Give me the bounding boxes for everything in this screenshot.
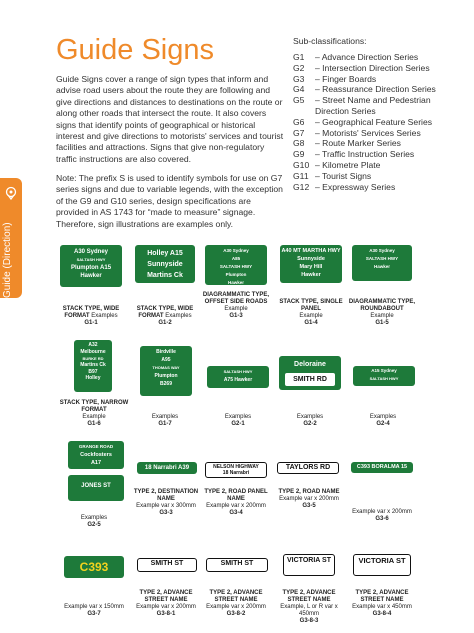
location-pin-icon (4, 186, 18, 200)
sign-g1-7: Birdville A95 THOMAS WAY Plumpton B269 (140, 346, 192, 396)
subclass-item: G3 – Finger Boards (293, 73, 377, 84)
caption-g2-4: Examples G2-4 (369, 414, 397, 427)
caption-g3-3: TYPE 2, DESTINATION NAME Example var x 300mm G3-3 (133, 489, 199, 516)
subclass-list (293, 52, 463, 192)
section-side-tab (0, 178, 22, 298)
sign-g3-4: NELSON HIGHWAY 18 Narrabri (205, 462, 267, 478)
subclass-item: G2 – Intersection Direction Series (293, 62, 430, 73)
sign-g2-5a: GRANGE ROAD Cockfosters A17 (68, 441, 124, 469)
sign-g3-8-4: VICTORIA ST (353, 554, 411, 576)
caption-g3-8-3: TYPE 2, ADVANCE STREET NAME Example, L or R var x 450mm G3-8-3 (280, 590, 338, 624)
caption-g3-8-4: TYPE 2, ADVANCE STREET NAME Example var x 450mm G3-8-4 (352, 590, 412, 617)
caption-g1-6: STACK TYPE, NARROW FORMAT Example G1-6 (59, 400, 129, 427)
subclass-item: G10 – Kilometre Plate (293, 159, 381, 170)
sign-g1-6: A32 Melbourne BURKE RD Martins Ck B97 Holley (74, 340, 112, 392)
sign-g1-1: A30 Sydney SALTASH HWY Plumpton A15 Hawker (60, 245, 122, 287)
caption-g2-2: Examples G2-2 (296, 414, 324, 427)
sign-g3-3: 18 Narrabri A39 (137, 462, 197, 474)
caption-g2-5: Examples G2-5 (80, 515, 108, 528)
caption-g3-5: TYPE 2, ROAD NAME Example var x 200mm G3-5 (278, 489, 340, 509)
subclass-item: G1 – Advance Direction Series (293, 52, 419, 62)
sign-g1-4: A40 MT MARTHA HWY Sunnyside Mary Hill Hawker (280, 245, 342, 283)
subclass-item: G7 – Motorists' Services Series (293, 127, 421, 138)
subclass-item: G12 – Expressway Series (293, 181, 396, 192)
subclass-item: G9 – Traffic Instruction Series (293, 149, 415, 160)
caption-g1-4: STACK TYPE, SINGLE PANEL Example G1-4 (279, 299, 343, 326)
sign-g3-8-2: SMITH ST (206, 558, 268, 572)
sign-g3-8-3: VICTORIA ST (283, 554, 335, 576)
subclass-item: G11 – Tourist Signs (293, 170, 372, 181)
subclass-item: G8 – Route Marker Series (293, 138, 401, 149)
caption-g3-6: Example var x 200mm G3-6 (352, 509, 412, 522)
caption-g1-7: Examples G1-7 (151, 414, 179, 427)
caption-g2-1: Examples G2-1 (224, 414, 252, 427)
sign-g2-2: Deloraine SMITH RD (279, 356, 341, 390)
sign-g2-5b: JONES ST (68, 475, 124, 501)
caption-g3-7: Example var x 150mm G3-7 (64, 604, 124, 617)
sign-g1-3: A30 Sydney A85 SALTASH HWY Plumpton Hawker (205, 245, 267, 285)
note-paragraph: Note: The prefix S is used to identify symbols for use on G7 series signs and due to variable legends, with the exception of the G9 and G10 series, design specifications are provided in AS 1743 for “made to measure” signage. Therefore, sign illustrations are examples only. (56, 173, 283, 229)
caption-g3-8-1: TYPE 2, ADVANCE STREET NAME Example var x 200mm G3-8-1 (136, 590, 196, 617)
caption-g1-3: DIAGRAMMATIC TYPE, OFFSET SIDE ROADS Example G1-3 (202, 292, 270, 319)
subclass-item: G4 – Reassurance Direction Series (293, 84, 436, 95)
sign-g2-1: SALTASH HWY A75 Hawker (207, 366, 269, 388)
sign-g3-7: C393 (64, 556, 124, 578)
subclass-heading: Sub-classifications: (293, 36, 367, 46)
sign-g2-4: A15 Sydney SALTASH HWY (353, 366, 415, 386)
sign-g3-6: C393 BORALMA 15 (351, 462, 413, 473)
caption-g1-1: STACK TYPE, WIDE FORMAT Examples G1-1 (62, 306, 120, 326)
caption-g3-8-2: TYPE 2, ADVANCE STREET NAME Example var x 200mm G3-8-2 (206, 590, 266, 617)
sign-g3-5: TAYLORS RD (277, 462, 339, 474)
sign-g1-2: Holley A15 Sunnyside Martins Ck (135, 245, 195, 283)
caption-g1-5: DIAGRAMMATIC TYPE, ROUNDABOUT Example G1-5 (348, 299, 416, 326)
side-tab-label: Guide (Direction) (2, 222, 13, 298)
intro-paragraph: Guide Signs cover a range of sign types that inform and advise road users about the route they are following and give directions and distances to destinations on the route or along other roads that intersect the route. It also covers signs that identify points of geographical or historical interest and give directions to motorists' services and tourist facilities and attractions. Signs that give non-regulatory traffic instructions are also covered. (56, 74, 284, 164)
subclass-item: G5 – Street Name and Pedestrian Direction Series (293, 95, 431, 116)
caption-g1-2: STACK TYPE, WIDE FORMAT Examples G1-2 (136, 306, 194, 326)
caption-g3-4: TYPE 2, ROAD PANEL NAME Example var x 200mm G3-4 (204, 489, 268, 516)
sign-g3-8-1: SMITH ST (137, 558, 197, 572)
sign-g1-5: A30 Sydney SALTASH HWY Hawker (352, 245, 412, 281)
subclass-item: G6 – Geographical Feature Series (293, 116, 433, 127)
page-title: Guide Signs (56, 34, 214, 66)
